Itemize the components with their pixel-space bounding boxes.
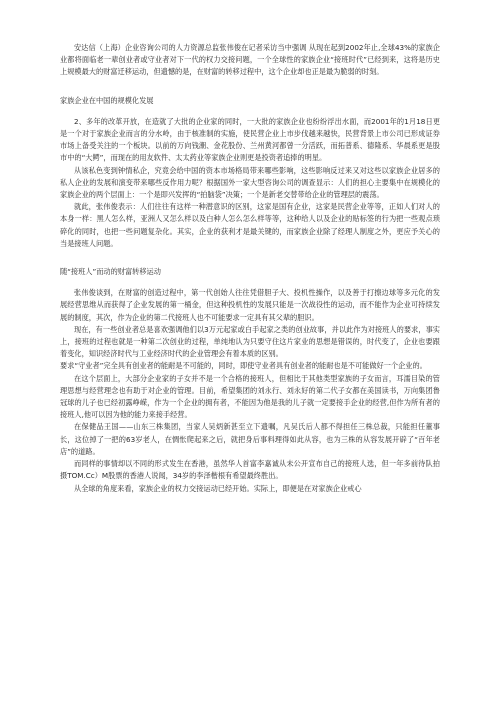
section1-paragraph-1: 2、多年的改革开放，在造就了大批的企业家的同时，一大批的家族企业也纷纷浮出水面，而2001年的1月18日更是一个对于家族企业而言的分水岭，由于核准制的实施，使民营企业上市步伐越来越快，民营背景上市公司已形成证券市场上备受关注的一个板块。以前的万向钱潮、金花股份、兰州黄河都曾一分活跃，而拓普系、德隆系、华晨系更是股市中的“大鳄”，而现在的用友软件、太太药业等家族企业则更是投资者追捧的明星。 [60,116,440,163]
section2-paragraph-2: 现在，有一些创业者总是喜欢强调他们以3万元起家或白手起家之类的创业故事，并以此作为对接班人的要求，事实上，接班的过程也就是一种第二次创业的过程，单纯地认为只要守住这片家业的思想是错误的，时代变了，企业也要跟着变化，知识经济时代与工业经济时代的企业管理会有着本质的区别。 [60,324,440,359]
section1-paragraph-3: 就此，张伟俊表示：人们往往有这样一种潜意识的区别，这家是国有企业，这家是民营企业等等，正如人们对人的本身一样：黑人怎么样，亚洲人又怎么样以及白种人怎么怎么样等等，这种给人以及企业的贴标签的行为把一些观点琐碎化的同时，也把一些问题复杂化。其实，企业的获利才是最关键的，而家族企业除了经理人制度之外，更应予关心的当是接班人问题。 [60,202,440,248]
section2-paragraph-5: 在保健品王国——山东三株集团，当家人吴炳新甚至立下遗嘱，凡吴氏后人都不得担任三株总裁，只能担任董事长，这位掉了一把的63岁老人，在惆怅爬起来之后，就把身后事料理得如此从容，也为三株的从容发展开辟了“百年老店”的道路。 [60,422,440,456]
intro-paragraph: 安达信（上海）企业咨询公司的人力资源总监张伟俊在记者采访当中强调 从现在起到2002年止,全球43%的家族企业都将面临老一辈创业者或守业者对下一代的权力交接问题，一个全球性的家族企业“接班时代”已经到来，这将是历史上规模最大的财富迁移运动，但遗憾的是，在财富的转移过程中，这个企业却也正是最为脆弱的时刻。 [60,43,440,77]
document-page [60,42,440,495]
section2-paragraph-3: 要求“守业者”完全具有创业者的能耐是不可能的，同时，即使守业者具有创业者的能耐也是不可能做好一个企业的。 [60,361,427,371]
section2-paragraph-4: 在这个层面上，大部分企业家的子女并不是一个合格的接班人，但相比于其他类型家族的子女而言，耳濡目染的管理思想与经营理念也有助于对企业的管理。目前，希望集团的刘永行、刘永好的第二代子女都在美国读书，万向集团鲁冠球的儿子也已经初露峥嵘，作为一个企业的拥有者，不能因为他是我的儿子就一定要接手企业的经营,但作为所有者的接班人,他可以因为他的能力来接手经营。 [60,373,440,420]
section2-paragraph-7: 从全球的角度来看，家族企业的权力交接运动已经开始。实际上，即便是在对家族企业戒心 [74,483,362,493]
section1-paragraph-2: 从该私色变到钟情私企，究竟会给中国的资本市场格局带来哪些影响，这些影响反过来又对这些以家族企业居多的私人企业的发展和演变带来哪些反作用力呢？根据国外一家大型咨询公司的调查显示：人们的担心主要集中在规模化的家族企业的两个层面上：一个是即兴发挥的“拍脑袋”决策；一个是新老交替带给企业的管理层的震荡。 [60,165,440,200]
section-heading-successor: 随“接班人”而动的财富转移运动 [60,267,161,277]
section2-paragraph-6: 而同样的事情却以不同的形式发生在香港，虽然华人首富李嘉诚从未公开宣布自己的接班人选，但一年多前待队拍摄TOM.Cc）M股票的香港人说闻，34岁的李泽楷根有希望最终胜出。 [60,459,440,481]
section-heading-family-business: 家族企业在中国的规模化发展 [60,95,154,105]
section2-paragraph-1: 张伟俊谈到，在财富的创造过程中，第一代创始人往往凭借胆子大、投机性操作，以及善于打擦边球等多元化的发展经营思维从而获得了企业发展的第一桶金，但这种投机性的发展只能是一次战役性的运动，而不能作为企业可持续发展的制度，其次，作为企业的第二代接班人也不可能要求一定具有其父辈的胆识。 [60,288,440,322]
